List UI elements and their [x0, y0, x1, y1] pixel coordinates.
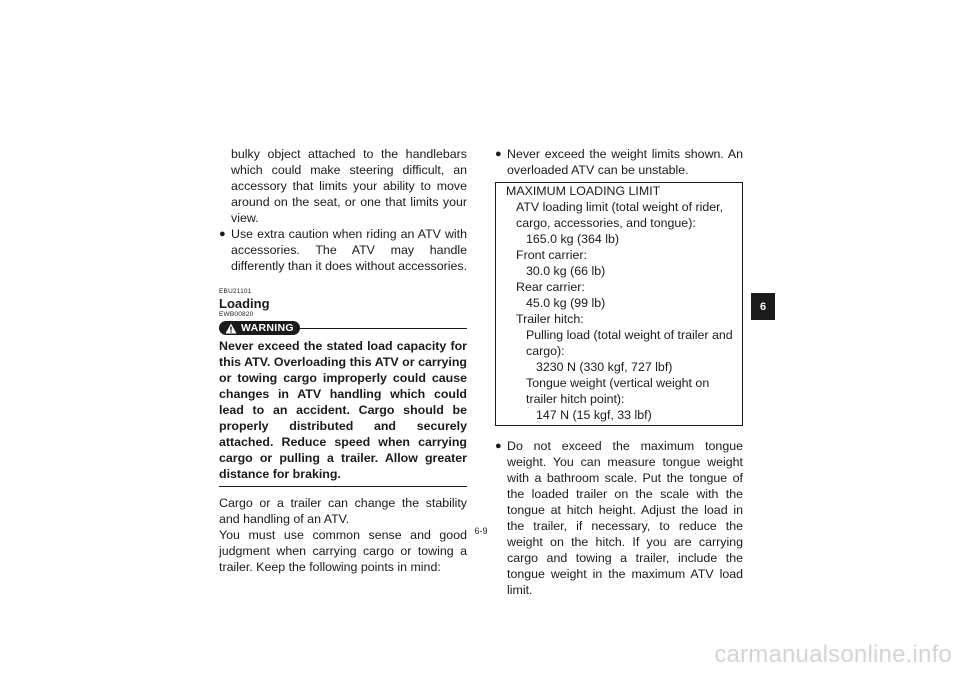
weight-limits-bullet-text: Never exceed the weight limits shown. An overloaded ATV can be unstable.: [507, 147, 743, 177]
warning-top-rule: [300, 328, 467, 329]
page-number: 6-9: [474, 526, 488, 536]
warning-text: Never exceed the stated load capacity for this ATV. Overloading this ATV or carrying or towing cargo improperly could cause changes in ATV handling which could lead to an accident. Cargo should be properly distributed and securely attached. Reduce speed when carrying cargo or pulling a trailer. Allow greater distance for braking.: [219, 339, 467, 481]
section-heading: Loading: [219, 296, 270, 311]
warning-bottom-rule: [219, 486, 467, 487]
atv-limit-value: 165.0 kg (364 lb): [526, 232, 619, 246]
intro-continued-text: bulky object attached to the handlebars which could make steering difficult, an accessory that limits your ability to move around on the seat, or one that limits your view.: [231, 147, 467, 225]
rear-carrier-label: Rear carrier:: [516, 280, 585, 294]
judgment-paragraph: You must use common sense and good judgment when carrying cargo or towing a trailer. Keep the following points in mind:: [219, 528, 467, 574]
warning-reference-code: EWB00820: [219, 311, 254, 318]
accessories-bullet-text: Use extra caution when riding an ATV with accessories. The ATV may handle differently than it does without accessories.: [231, 227, 468, 273]
warning-header: [219, 321, 467, 335]
front-carrier-value: 30.0 kg (66 lb): [526, 264, 606, 278]
tongue-weight-value: 147 N (15 kgf, 33 lbf): [536, 408, 652, 422]
list-item: [495, 146, 743, 178]
trailer-hitch-label: Trailer hitch:: [516, 312, 584, 326]
tongue-weight-bullet-text: Do not exceed the maximum tongue weight. You can measure tongue weight with a bathroom scale. Put the tongue of the loaded trailer on the scale with the tongue at hitch height. Adjust the load in the trailer, if necessary, to reduce the weight on the hitch. If you are carrying cargo and towing a trailer, include the tongue weight in the maximum ATV load limit.: [507, 439, 743, 597]
pulling-load-value: 3230 N (330 kgf, 727 lbf): [536, 360, 673, 374]
warning-label: WARNING: [241, 322, 294, 334]
pulling-load-label: Pulling load (total weight of trailer and cargo):: [526, 328, 733, 358]
front-carrier-label: Front carrier:: [516, 248, 587, 262]
bullet-icon: ●: [495, 148, 502, 160]
right-column: [495, 146, 743, 598]
left-column: [219, 146, 467, 575]
tongue-weight-label: Tongue weight (vertical weight on trailer hitch point):: [526, 376, 710, 406]
rear-carrier-value: 45.0 kg (99 lb): [526, 296, 606, 310]
atv-limit-label: ATV loading limit (total weight of rider, cargo, accessories, and tongue):: [516, 200, 724, 230]
warning-badge: [219, 321, 300, 335]
list-item: [495, 438, 743, 598]
list-item: [219, 226, 467, 274]
chapter-tab: 6: [751, 293, 775, 320]
bullet-icon: ●: [219, 228, 226, 240]
loading-limit-box: [495, 182, 743, 426]
stability-paragraph: Cargo or a trailer can change the stability and handling of an ATV.: [219, 496, 467, 526]
spec-box-title: MAXIMUM LOADING LIMIT: [506, 184, 661, 198]
section-reference-code: EBU21101: [219, 288, 252, 295]
bullet-icon: ●: [495, 440, 502, 452]
warning-triangle-icon: [225, 323, 237, 334]
watermark: carmanualsonline.info: [714, 641, 952, 668]
